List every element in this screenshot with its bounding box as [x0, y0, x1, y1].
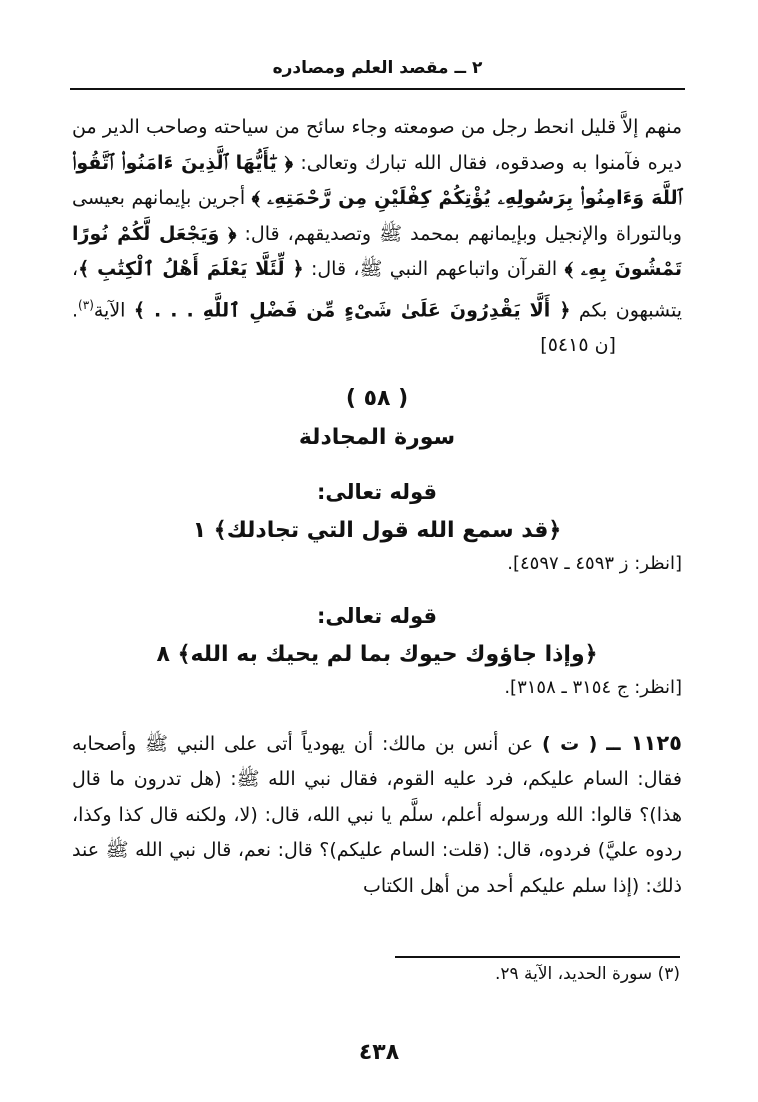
section1-verse: ﴿قد سمع الله قول التي تجادلك﴾ ١	[192, 517, 562, 543]
sura-name: سورة المجادلة	[298, 424, 456, 450]
section1-heading: قوله تعالى:	[316, 479, 437, 504]
running-header: ٢ ــ مقصد العلم ومصادره	[272, 58, 483, 78]
quran-verse-4: ﴿ أَلَّا يَقْدِرُونَ عَلَىٰ شَىْءٍ مِّن فَضْلِ ٱللَّهِ . . . ﴾	[133, 298, 571, 321]
footnote-rule	[395, 956, 680, 958]
hadith-text: عن أنس بن مالك: أن يهودياً أتى على النبي ﷺ وأصحابه فقال: السام عليكم، فرد عليه القوم، فقال نبي الله ﷺ: (هل تدرون ما قال هذا)؟ قالوا: الله ورسوله أعلم، سلَّم يا نبي الله، قال: (لا، ولكنه قال كذا وكذا، ردوه عليَّ) فردوه، قال: (قلت: السام عليكم)؟ قال: نعم، قال نبي الله ﷺ عند ذلك: (إذا سلم عليكم أحد من أهل الكتاب	[72, 732, 682, 897]
section2-verse: ﴿وإذا جاؤوك حيوك بما لم يحيك به الله﴾ ٨	[156, 641, 598, 667]
footnote-marker: (٣)	[78, 297, 94, 312]
hadith-paragraph	[72, 726, 682, 905]
header-rule	[70, 88, 685, 90]
intro-text-5: الآية	[93, 298, 126, 321]
footnote: (٣) سورة الحديد، الآية ٢٩.	[494, 964, 680, 984]
quran-verse-2: ﴿ وَيَجْعَل لَّكُمْ نُورًا تَمْشُونَ بِهِۦ ﴾	[72, 222, 683, 280]
page-number: ٤٣٨	[358, 1040, 400, 1065]
page-body	[72, 110, 682, 904]
sura-number: ( ٥٨ )	[345, 385, 409, 411]
section2-heading: قوله تعالى:	[316, 603, 437, 628]
quran-verse-3: ﴿ لِّئَلَّا يَعْلَمَ أَهْلُ ٱلْكِتَٰبِ ﴾	[78, 258, 304, 280]
intro-text-1: منهم إلاَّ قليل انحط رجل من صومعته وجاء سائح من سياحته وصاحب الدير من ديره فآمنوا به وصدقوه، فقال الله تبارك وتعالى:	[72, 116, 682, 174]
intro-paragraph: منهم إلاَّ قليل انحط رجل من صومعته وجاء سائح من سياحته وصاحب الدير من ديره فآمنوا به وصدقوه، فقال الله تبارك وتعالى: ﴿ يَٰٓأَيُّهَا ٱلَّذِينَ ءَامَنُوا۟ ٱتَّقُوا۟ ٱللَّهَ وَءَامِنُوا۟ بِرَسُولِهِۦ يُؤْتِكُمْ كِفْلَيْنِ مِن رَّحْمَتِهِۦ ﴾ أجرين بإيمانهم بعيسى وبالتوراة والإنجيل وبإيمانهم بمحمد ﷺ وتصديقهم، قال: ﴿ وَيَجْعَل لَّكُمْ نُورًا تَمْشُونَ بِهِۦ ﴾ القرآن واتباعهم النبي ﷺ، قال: ﴿ لِّئَلَّا يَعْلَمَ أَهْلُ ٱلْكِتَٰبِ ﴾، يتشبهون بكم ﴿ أَلَّا يَقْدِرُونَ عَلَىٰ شَىْءٍ مِّن فَضْلِ ٱللَّهِ . . . ﴾ الآية$^{(٣)}$. [ن ٥٤١٥]	[72, 116, 683, 357]
quran-verse-1: ﴿ يَٰٓأَيُّهَا ٱلَّذِينَ ءَامَنُوا۟ ٱتَّقُوا۟ ٱللَّهَ وَءَامِنُوا۟ بِرَسُولِهِۦ يُؤْتِكُمْ كِفْلَيْنِ مِن رَّحْمَتِهِۦ ﴾	[72, 151, 682, 209]
intro-text-2: أجرين بإيمانهم بعيسى وبالتوراة والإنجيل وبإيمانهم بمحمد ﷺ وتصديقهم، قال:	[72, 187, 682, 245]
section1-reference: [انظر: ز ٤٥٩٣ ـ ٤٥٩٧].	[507, 552, 682, 574]
intro-text-3: القرآن واتباعهم النبي ﷺ، قال:	[310, 258, 558, 280]
intro-text-4: ، يتشبهون بكم	[72, 258, 682, 321]
intro-reference: [ن ٥٤١٥]	[540, 334, 616, 357]
hadith-number: ١١٢٥ ــ	[606, 730, 682, 755]
hadith-source: ( ت )	[542, 732, 598, 755]
section2-reference: [انظر: ج ٣١٥٤ ـ ٣١٥٨].	[504, 676, 682, 698]
